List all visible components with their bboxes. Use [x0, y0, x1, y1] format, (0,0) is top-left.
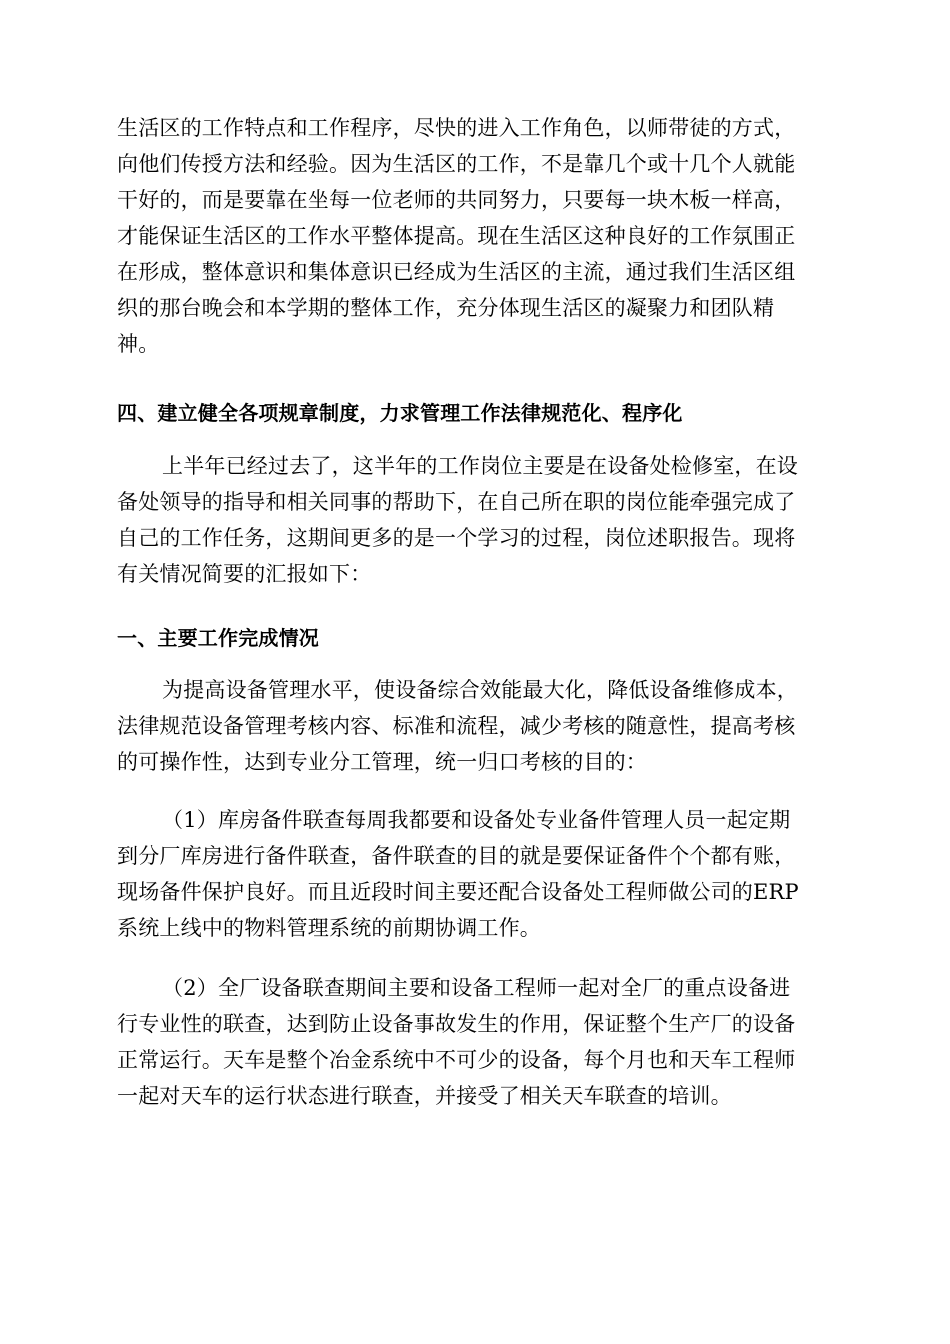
section-heading-1 — [117, 620, 835, 656]
text-line: 生活区的工作特点和工作程序，尽快的进入工作角色，以师带徒的方式， — [117, 116, 796, 140]
text-line: （1）库房备件联查每周我都要和设备处专业备件管理人员一起定期 — [162, 808, 791, 832]
section-heading-4 — [117, 395, 835, 431]
paragraph-2 — [117, 448, 835, 592]
section-heading: 一、主要工作完成情况 — [117, 626, 319, 650]
text-line: 上半年已经过去了，这半年的工作岗位主要是在设备处检修室，在设 — [162, 454, 798, 478]
text-line: 备处领导的指导和相关同事的帮助下，在自己所在职的岗位能牵强完成了 — [117, 490, 796, 514]
text-line: 才能保证生活区的工作水平整体提高。现在生活区这种良好的工作氛围正 — [117, 224, 796, 248]
text-line: 一起对天车的运行状态进行联查，并接受了相关天车联查的培训。 — [117, 1084, 732, 1108]
text-line: 自己的工作任务，这期间更多的是一个学习的过程，岗位述职报告。现将 — [117, 526, 796, 550]
paragraph-3 — [117, 672, 835, 780]
section-heading: 四、建立健全各项规章制度，力求管理工作法律规范化、程序化 — [117, 401, 683, 425]
text-line: 神。 — [117, 332, 160, 356]
paragraph-5 — [117, 970, 835, 1114]
text-line: 到分厂库房进行备件联查，备件联查的目的就是要保证备件个个都有账， — [117, 844, 796, 868]
text-line: （2）全厂设备联查期间主要和设备工程师一起对全厂的重点设备进 — [162, 976, 791, 1000]
text-line: 在形成，整体意识和集体意识已经成为生活区的主流，通过我们生活区组 — [117, 260, 796, 284]
text-line: 现场备件保护良好。而且近段时间主要还配合设备处工程师做公司的ERP — [117, 880, 799, 904]
text-line: 干好的，而是要靠在坐每一位老师的共同努力，只要每一块木板一样高， — [117, 188, 796, 212]
text-line: 织的那台晚会和本学期的整体工作，充分体现生活区的凝聚力和团队精 — [117, 296, 775, 320]
paragraph-4 — [117, 802, 835, 946]
text-line: 的可操作性，达到专业分工管理，统一归口考核的目的： — [117, 750, 647, 774]
text-line: 法律规范设备管理考核内容、标准和流程，减少考核的随意性，提高考核 — [117, 714, 796, 738]
text-line: 为提高设备管理水平，使设备综合效能最大化，降低设备维修成本， — [162, 678, 798, 702]
text-line: 向他们传授方法和经验。因为生活区的工作，不是靠几个或十几个人就能 — [117, 152, 796, 176]
text-line: 系统上线中的物料管理系统的前期协调工作。 — [117, 916, 541, 940]
text-line: 有关情况简要的汇报如下： — [117, 562, 372, 586]
text-line: 正常运行。天车是整个冶金系统中不可少的设备，每个月也和天车工程师 — [117, 1048, 796, 1072]
paragraph-1 — [117, 110, 835, 362]
text-line: 行专业性的联查，达到防止设备事故发生的作用，保证整个生产厂的设备 — [117, 1012, 796, 1036]
